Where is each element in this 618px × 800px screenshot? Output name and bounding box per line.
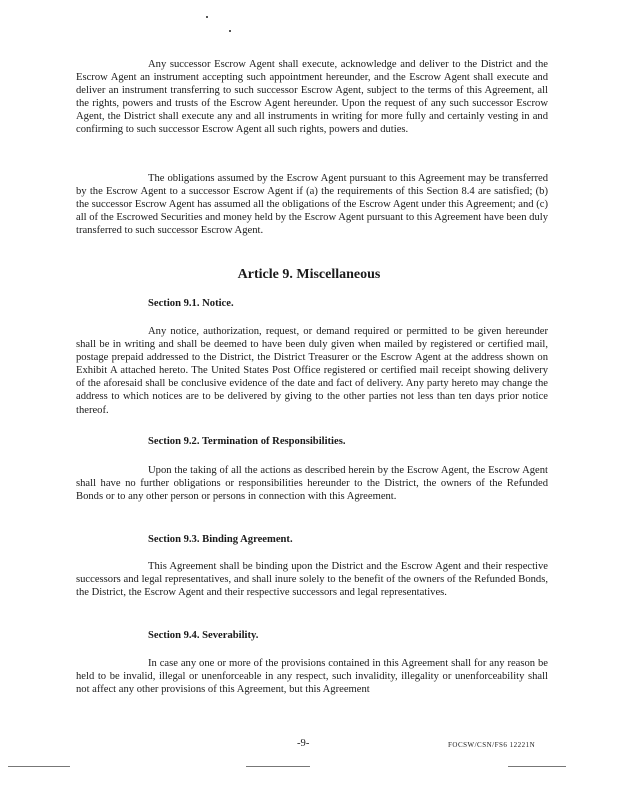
scan-edge-line <box>246 766 310 767</box>
page-number: -9- <box>297 738 310 749</box>
section-9-3-text: This Agreement shall be binding upon the District and the Escrow Agent and their respective successors and legal representatives, and shall inure solely to the benefit of the owners of the Refunded Bonds, the District, the Escrow Agent and their respective successors and legal representatives. <box>76 561 548 599</box>
section-9-1-title: Section 9.1. Notice. <box>148 298 234 309</box>
scan-speck <box>229 30 231 32</box>
section-9-2-title: Section 9.2. Termination of Responsibilities. <box>148 436 346 447</box>
document-id: FOCSW/CSN/FS6 12221N <box>448 741 536 749</box>
section-9-4-text: In case any one or more of the provisions contained in this Agreement shall for any reason be held to be invalid, illegal or unenforceable in any respect, such invalidity, illegality or unenforceability shall not affect any other provisions of this Agreement, but this Agreement <box>76 658 548 696</box>
paragraph-successor-escrow: Any successor Escrow Agent shall execute, acknowledge and deliver to the District and the Escrow Agent an instrument accepting such appointment hereunder, and the Escrow Agent shall execute and deliver an instrument transferring to such successor Escrow Agent, subject to the terms of this Agreement, all the rights, powers and trusts of the Escrow Agent hereunder. Upon the request of any such successor Escrow Agent, the District shall execute any and all instruments in writing for more fully and certainly vesting in and confirming to such successor Escrow Agent all such rights, powers and duties. <box>76 59 548 136</box>
section-9-1-text: Any notice, authorization, request, or demand required or permitted to be given hereunder shall be in writing and shall be deemed to have been duly given when mailed by registered or certified mail, postage prepaid addressed to the District, the District Treasurer or the Escrow Agent at the address shown on Exhibit A attached hereto. The United States Post Office registered or certified mail receipt showing delivery of the aforesaid shall be conclusive evidence of the date and fact of delivery. Any party hereto may change the address to which notices are to be delivered by giving to the other parties not less than ten days prior notice thereof. <box>76 326 548 416</box>
section-9-2-text: Upon the taking of all the actions as described herein by the Escrow Agent, the Escrow Agent shall have no further obligations or responsibilities hereunder to the District, the owners of the Refunded Bonds or to any other person or persons in connection with this Agreement. <box>76 465 548 503</box>
article-heading: Article 9. Miscellaneous <box>237 267 381 282</box>
scan-edge-line <box>508 766 566 767</box>
scan-edge-line <box>8 766 70 767</box>
scan-speck <box>206 16 208 18</box>
section-9-4-title: Section 9.4. Severability. <box>148 630 259 641</box>
section-9-3-title: Section 9.3. Binding Agreement. <box>148 534 293 545</box>
paragraph-obligations-transfer: The obligations assumed by the Escrow Agent pursuant to this Agreement may be transferred by the Escrow Agent to a successor Escrow Agent if (a) the requirements of this Section 8.4 are satisfied; (b) the successor Escrow Agent has assumed all the obligations of the Escrow Agent under this Agreement; and (c) all of the Escrowed Securities and money held by the Escrow Agent pursuant to this Agreement have been duly transferred to such successor Escrow Agent. <box>76 173 548 237</box>
